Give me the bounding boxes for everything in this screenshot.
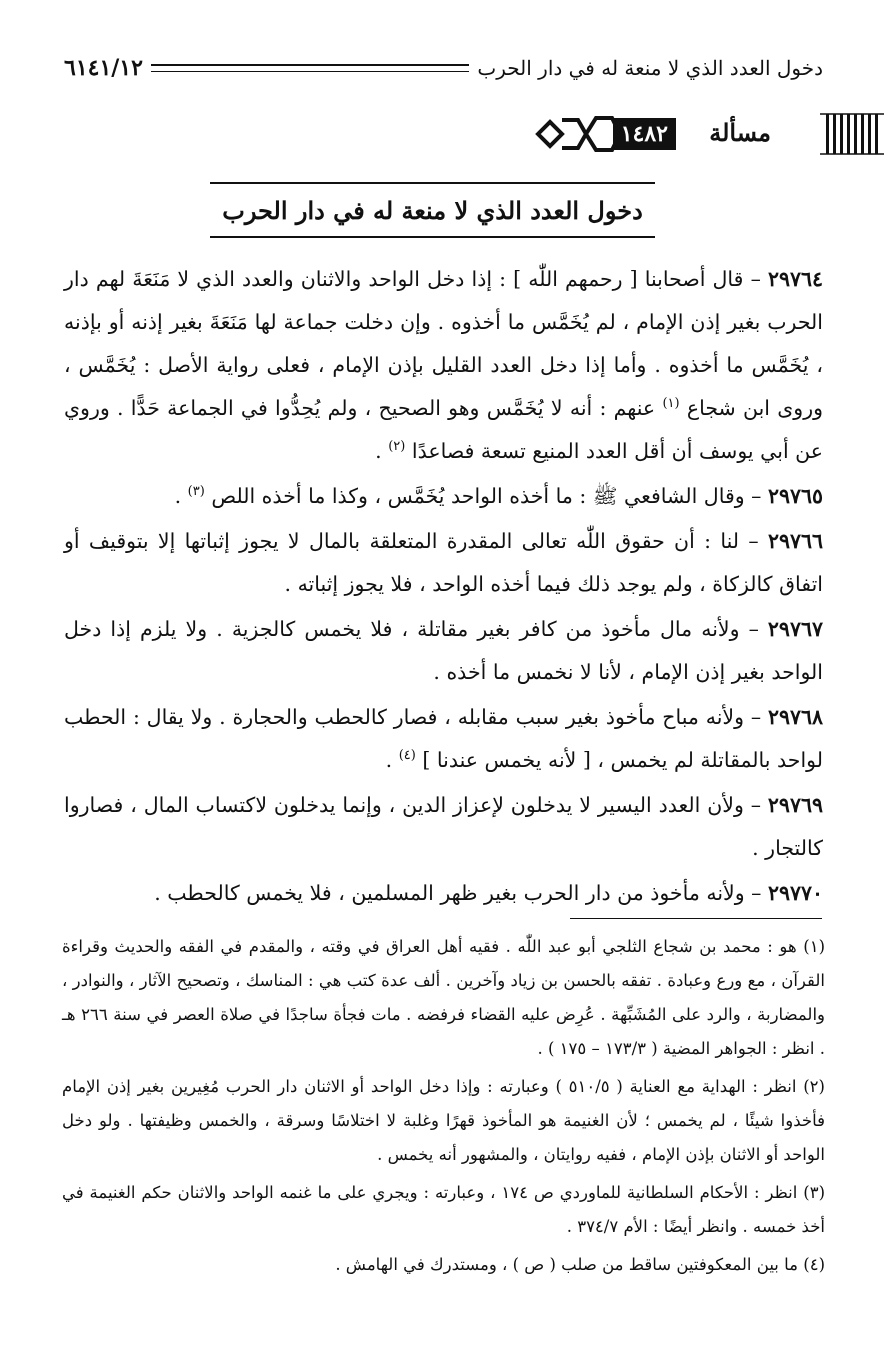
paragraph-text: – ولأن العدد اليسير لا يدخلون لإعزاز الدين ، وإنما يدخلون لاكتساب المال ، فصاروا كالتجار . xyxy=(64,793,823,860)
issue-label: مسألة xyxy=(709,118,771,147)
paragraph-text: – ولأنه مأخوذ من دار الحرب بغير ظهر المسلمين ، فلا يخمس كالحطب . xyxy=(154,881,762,905)
paragraph xyxy=(64,872,823,915)
paragraph-text: – قال أصحابنا [ رحمهم اللّٰه ] : إذا دخل الواحد والاثنان والعدد الذي لا مَنَعَةَ لهم دار الحرب بغير إذن الإمام ، لم يُخَمَّس ما أخذوه . وإن دخلت جماعة لها مَنَعَةَ بغير إذنه أو بإذنه ، يُخَمَّس ما أخذوه . وأما إذا دخل العدد القليل بإذن الإمام ، فعلى رواية الأصل : يُخَمَّس ، وروى ابن شجاع xyxy=(64,267,823,420)
chapter-title: دخول العدد الذي لا منعة له في دار الحرب xyxy=(222,195,643,225)
paragraph xyxy=(64,520,823,606)
paragraph-number: ٢٩٧٦٩ xyxy=(767,793,823,817)
paragraph-number: ٢٩٧٦٥ xyxy=(767,484,823,508)
paragraph xyxy=(64,608,823,694)
paragraph xyxy=(64,784,823,870)
main-text xyxy=(64,258,823,917)
footnote-marker: (٢) xyxy=(388,439,406,455)
footnote-divider xyxy=(570,918,822,919)
header-rule xyxy=(151,64,469,72)
paragraph-text: – ولأنه مال مأخوذ من كافر بغير مقاتلة ، فلا يخمس كالجزية . ولا يلزم إذا دخل الواحد بغير إذن الإمام ، لأنا لا نخمس ما أخذه . xyxy=(64,617,823,684)
running-header-title: دخول العدد الذي لا منعة له في دار الحرب xyxy=(477,56,823,80)
paragraph-number: ٢٩٧٧٠ xyxy=(767,881,823,905)
paragraph-end: . xyxy=(375,439,382,463)
footnote: (٤) ما بين المعكوفتين ساقط من صلب ( ص ) ، ومستدرك في الهامش . xyxy=(335,1255,825,1274)
paragraph-number: ٢٩٧٦٨ xyxy=(767,705,823,729)
page-reference: ٦١٤١/١٢ xyxy=(64,55,143,81)
paragraph-end: . xyxy=(385,748,393,772)
paragraph-number: ٢٩٧٦٤ xyxy=(767,267,823,291)
footnote: (٢) انظر : الهداية مع العناية ( ٥١٠/٥ ) وعبارته : وإذا دخل الواحد أو الاثنان دار الحرب مُغِيرين بغير إذن الإمام فأخذوا شيئًا ، لم يخمس ؛ لأن الغنيمة هو المأخوذ قهرًا وغلبة لا اختلاسًا وسرقة ، والخمس وظيفتها . ولو دخل الواحد أو الاثنان بإذن الإمام ، ففيه روايتان ، والمشهور أنه يخمس . xyxy=(62,1077,825,1164)
issue-banner xyxy=(534,110,885,158)
paragraph-number: ٢٩٧٦٧ xyxy=(767,617,823,641)
issue-number-badge: ١٤٨٢ xyxy=(613,118,676,150)
paragraph-end: . xyxy=(174,484,182,508)
footnotes xyxy=(62,930,825,1286)
footnote-marker: (٣) xyxy=(187,484,205,500)
paragraph-text: – لنا : أن حقوق اللّٰه تعالى المقدرة المتعلقة بالمال لا يجوز إثباتها إلا بتوقيف أو اتفاق كالزكاة ، ولم يوجد ذلك فيما أخذه الواحد ، فلا يجوز إثباته . xyxy=(64,529,823,596)
footnote: (٣) انظر : الأحكام السلطانية للماوردي ص ١٧٤ ، وعبارته : ويجري على ما غنمه الواحد والاثنان حكم الغنيمة في أخذ خمسه . وانظر أيضًا : الأم ٣٧٤/٧ . xyxy=(62,1183,825,1236)
paragraph xyxy=(64,258,823,473)
paragraph-text: – وقال الشافعي ﷺ : ما أخذه الواحد يُخَمَّس ، وكذا ما أخذه اللص xyxy=(211,484,762,508)
footnote-marker: (٤) xyxy=(398,748,416,764)
paragraph-text: – ولأنه مباح مأخوذ بغير سبب مقابله ، فصار كالحطب والحجارة . ولا يقال : الحطب لواحد بالمقاتلة لم يخمس ، [ لأنه يخمس عندنا ] xyxy=(64,705,823,772)
paragraph-number: ٢٩٧٦٦ xyxy=(767,529,823,553)
running-header xyxy=(64,50,823,86)
paragraph-text: عنهم : أنه لا يُخَمَّس وهو الصحيح ، ولم يُحِدُّوا في الجماعة حَدًّا . وروي عن أبي يوسف أن أقل العدد المنيع تسعة فصاعدًا xyxy=(64,396,823,463)
footnote: (١) هو : محمد بن شجاع الثلجي أبو عبد اللّٰه . فقيه أهل العراق في وقته ، والمقدم في الفقه والحديث وقراءة القرآن ، مع ورع وعبادة . تفقه بالحسن بن زياد وآخرين . ألف عدة كتب هي : المناسك ، وتصحيح الآثار ، والنوادر ، والمضاربة ، والرد على المُشَبِّهة . عُرِض عليه القضاء فرفضه . مات فجأة ساجدًا في صلاة العصر في سنة ٢٦٦ هـ . انظر : الجواهر المضية ( ١٧٣/٣ – ١٧٥ ) . xyxy=(62,937,825,1058)
paragraph xyxy=(64,696,823,782)
footnote-marker: (١) xyxy=(662,396,680,412)
chapter-heading xyxy=(210,182,655,238)
paragraph xyxy=(64,475,823,518)
